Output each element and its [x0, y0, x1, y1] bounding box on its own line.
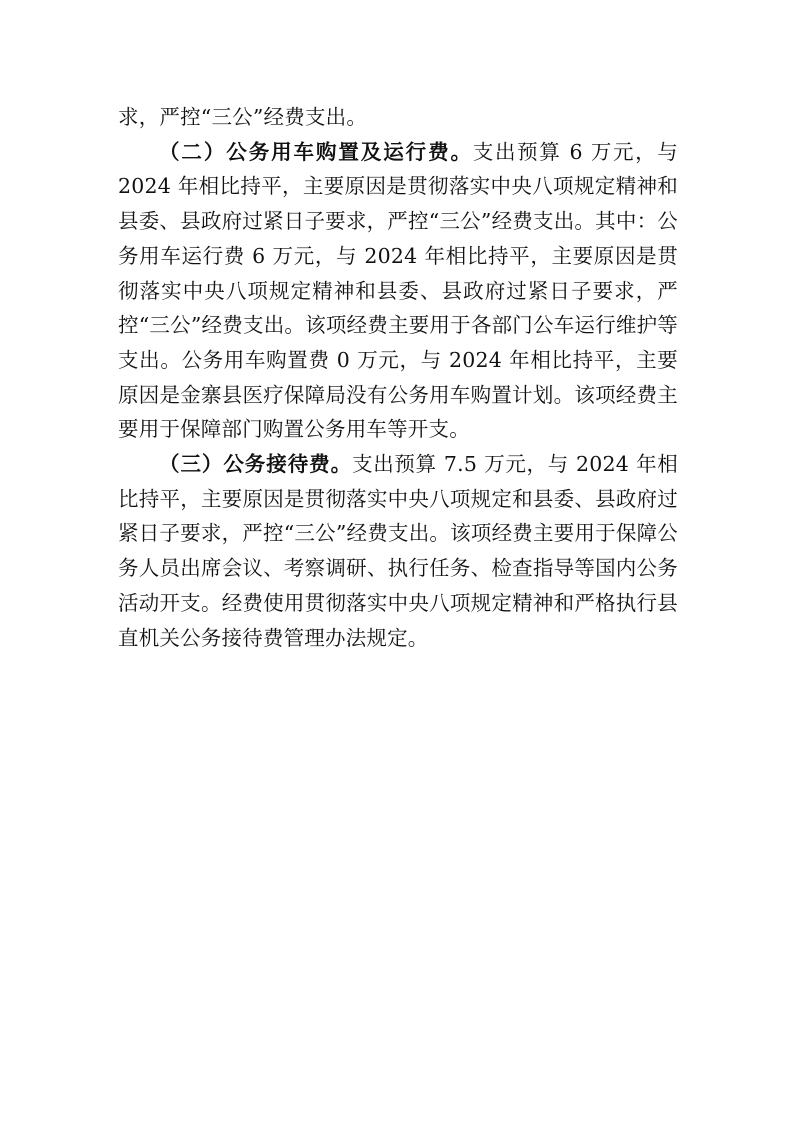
continuation-paragraph	[118, 100, 678, 135]
section-reception-expense-paragraph	[118, 447, 678, 655]
section-heading: （二）公务用车购置及运行费。	[159, 139, 473, 164]
paragraph-text: 求，严控“三公”经费支出。	[118, 105, 368, 129]
paragraph-text: 支出预算 7.5 万元，与 2024 年相比持平，主要原因是贯彻落实中央八项规定和县委、县政府过紧日子要求，严控“三公”经费支出。该项经费主要用于保障公务人员出席会议、考察调研、执行任务、检查指导等国内公务活动开支。经费使用贯彻落实中央八项规定精神和严格执行县直机关公务接待费管理办法规定。	[118, 452, 678, 650]
section-vehicle-expense-paragraph	[118, 135, 678, 447]
section-heading: （三）公务接待费。	[159, 452, 353, 477]
paragraph-text: 支出预算 6 万元，与 2024 年相比持平，主要原因是贯彻落实中央八项规定精神和县委、县政府过紧日子要求，严控“三公”经费支出。其中：公务用车运行费 6 万元，与 2024 年相比持平，主要原因是贯彻落实中央八项规定精神和县委、县政府过紧日子要求，严控“三公”经费支出。该项经费主要用于各部门公车运行维护等支出。公务用车购置费 0 万元，与 2024 年相比持平，主要原因是金寨县医疗保障局没有公务用车购置计划。该项经费主要用于保障部门购置公务用车等开支。	[118, 139, 678, 442]
document-body	[118, 100, 678, 655]
